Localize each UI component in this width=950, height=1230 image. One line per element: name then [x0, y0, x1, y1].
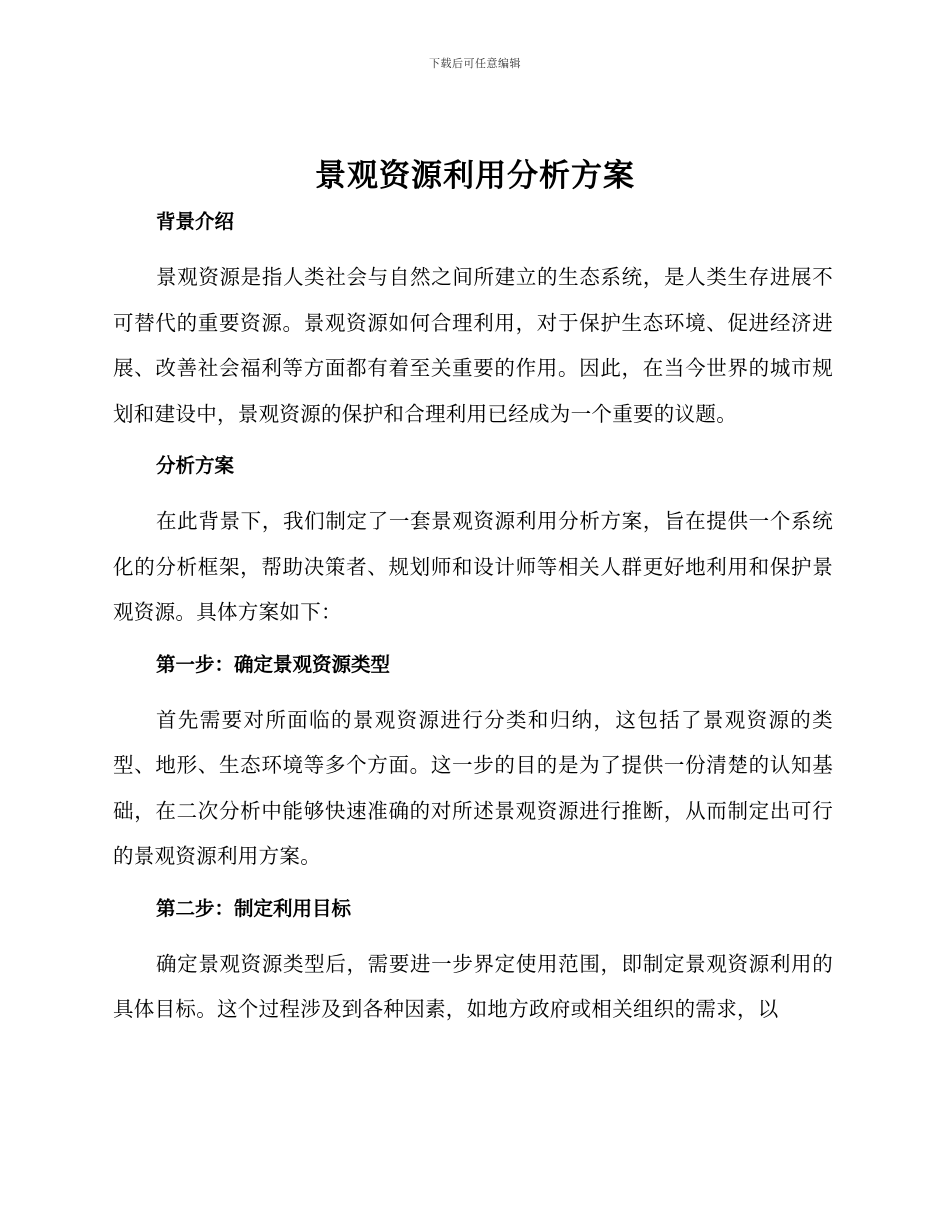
document-title: 景观资源利用分析方案: [315, 158, 635, 194]
section-paragraph-step-two: 确定景观资源类型后，需要进一步界定使用范围，即制定景观资源利用的具体目标。这个过程涉及到各种因素，如地方政府或相关组织的需求，以: [113, 951, 833, 1021]
section-heading-analysis-plan: 分析方案: [156, 454, 235, 477]
section-heading-step-one: 第一步：确定景观资源类型: [156, 652, 391, 676]
section-heading-step-two: 第二步：制定利用目标: [156, 896, 352, 920]
header-note: 下载后可任意编辑: [429, 57, 521, 70]
document-body: [113, 205, 833, 1033]
section-paragraph-analysis-plan: 在此背景下，我们制定了一套景观资源利用分析方案，旨在提供一个系统化的分析框架，帮助决策者、规划师和设计师等相关人群更好地利用和保护景观资源。具体方案如下：: [113, 509, 833, 624]
section-heading-background: 背景介绍: [156, 210, 235, 233]
section-paragraph-background: 景观资源是指人类社会与自然之间所建立的生态系统，是人类生存进展不可替代的重要资源。景观资源如何合理利用，对于保护生态环境、促进经济进展、改善社会福利等方面都有着至关重要的作用。因此，在当今世界的城市规划和建设中，景观资源的保护和合理利用已经成为一个重要的议题。: [113, 265, 833, 426]
section-paragraph-step-one: 首先需要对所面临的景观资源进行分类和归纳，这包括了景观资源的类型、地形、生态环境等多个方面。这一步的目的是为了提供一份清楚的认知基础，在二次分析中能够快速准确的对所述景观资源进行推断，从而制定出可行的景观资源利用方案。: [113, 707, 833, 868]
